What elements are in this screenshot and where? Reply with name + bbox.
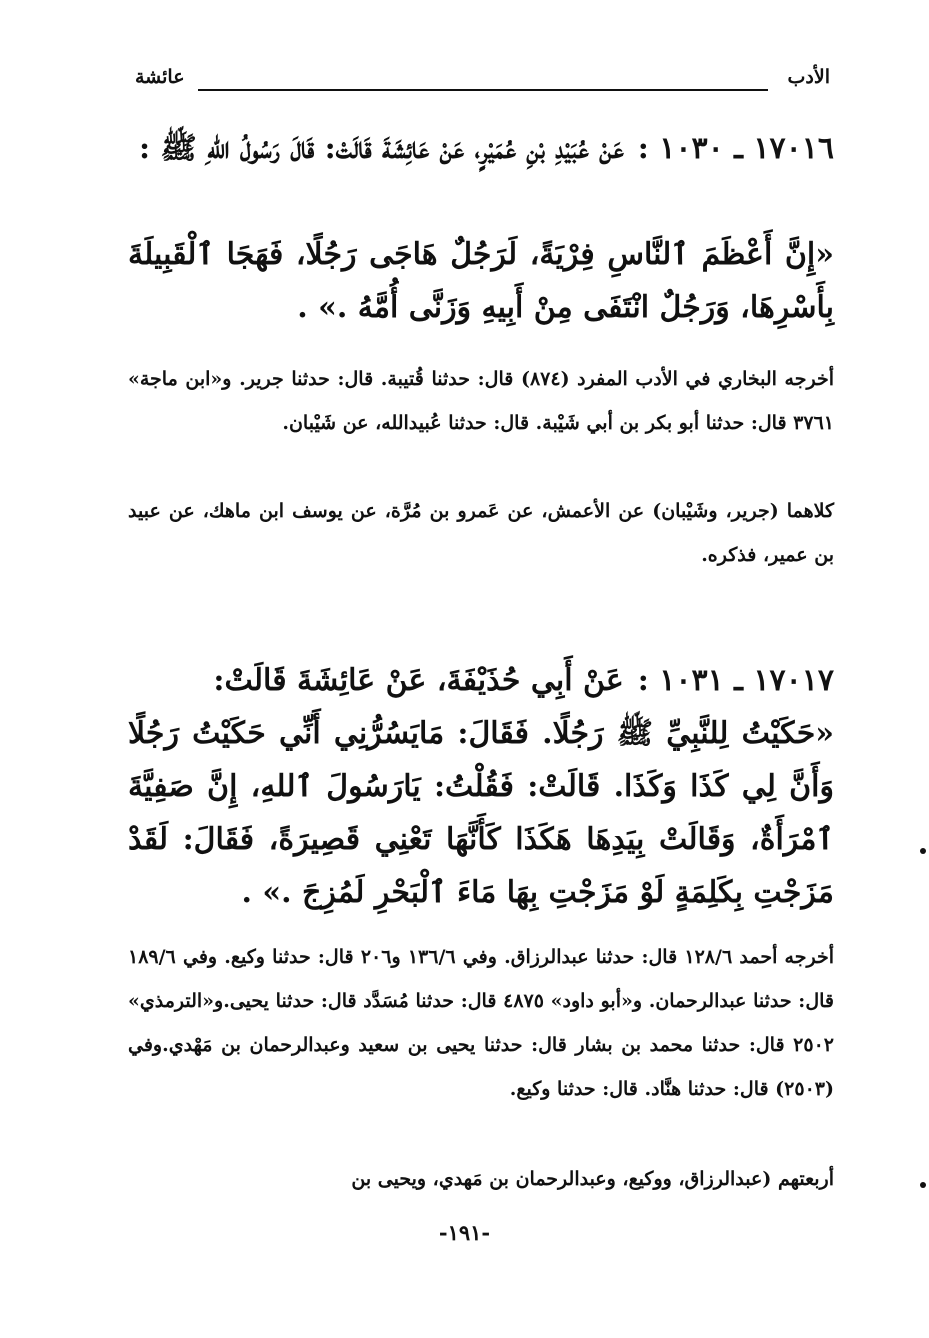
hadith-1-heading — [128, 122, 834, 175]
header-book-title: الأدب — [787, 66, 830, 88]
header-chapter-title: عائشة — [135, 66, 185, 88]
hadith-2-text: «حَكَيْتُ لِلنَّبِيِّ ﷺ رَجُلًا. فَقَالَ: مَايَسُرُّنِي أَنِّي حَكَيْتُ رَجُلًا وَأَنَّ لِي كَذَا وَكَذَا. قَالَتْ: فَقُلْتُ: يَارَسُولَ ٱللهِ، إِنَّ صَفِيَّةَ ٱمْرَأَةٌ، وَقَالَتْ بِيَدِهَا هَكَذَا كَأَنَّهَا تَعْنِي قَصِيرَةً، فَقَالَ: لَقَدْ مَزَجْتِ بِكَلِمَةٍ لَوْ مَزَجْتِ بِهَا مَاءَ ٱلْبَحْرِ لَمُزِجَ .» . — [128, 716, 834, 910]
hadith-2-number: ١٧٠١٧ ـ ١٠٣١ : — [637, 663, 834, 698]
hadith-1-takhrij-chain: كلاهما (جرير، وشَيْبان) عن الأعمش، عن عَمرو بن مُرَّة، عن يوسف ابن ماهك، عن عبيد بن عمير، فذكره. — [128, 500, 834, 566]
hadith-1-intro: عَنْ عُبَيْدِ بْنِ عُمَيْرٍ، عَنْ عَائِشَةَ قَالَتْ: قَالَ رَسُولُ اللهِ ﷺ : — [138, 131, 624, 166]
header-rule — [198, 89, 768, 91]
hadith-2-takhrij: أخرجه أحمد ١٢٨/٦ قال: حدثنا عبدالرزاق. وفي ١٣٦/٦ و٢٠٦ قال: حدثنا وكيع. وفي ١٨٩/٦ قال: حدثنا عبدالرحمان. و«أبو داود» ٤٨٧٥ قال: حدثنا مُسَدَّد قال: حدثنا يحيى.و«الترمذي» ٢٥٠٢ قال: حدثنا محمد بن بشار قال: حدثنا يحيى بن سعيد وعبدالرحمان بن مَهْدي.وفي (٢٥٠٣) قال: حدثنا هنَّاد. قال: حدثنا وكيع. — [128, 946, 834, 1100]
hadith-1-takhrij: أخرجه البخاري في الأدب المفرد (٨٧٤) قال: حدثنا قُتيبة. قال: حدثنا جرير. و«ابن ماجة» ٣٧٦١ قال: حدثنا أبو بكر بن أبي شَيْبة. قال: حدثنا عُبيدالله، عن شَيْبان. — [128, 368, 834, 434]
hadith-2-intro: عَنْ أَبِي حُذَيْفَةَ، عَنْ عَائِشَةَ قَالَتْ: — [213, 663, 624, 698]
hadith-2-takhrij-chain: أربعتهم (عبدالرزاق، ووكيع، وعبدالرحمان بن مَهدي، ويحيى بن — [351, 1168, 834, 1190]
margin-mark — [920, 1182, 926, 1188]
running-header — [135, 66, 830, 106]
hadith-2-heading — [128, 654, 834, 707]
page-number: -١٩١- — [438, 1220, 491, 1245]
margin-mark — [920, 848, 926, 854]
hadith-1-text: «إِنَّ أَعْظَمَ ٱلنَّاسِ فِرْيَةً، لَرَجُلٌ هَاجَى رَجُلًا، فَهَجَا ٱلْقَبِيلَةَ بِأَسْرِهَا، وَرَجُلٌ انْتَفَى مِنْ أَبِيهِ وَزَنَّى أُمَّهُ .» . — [128, 237, 834, 325]
hadith-1-number: ١٧٠١٦ ـ ١٠٣٠ : — [637, 131, 834, 166]
